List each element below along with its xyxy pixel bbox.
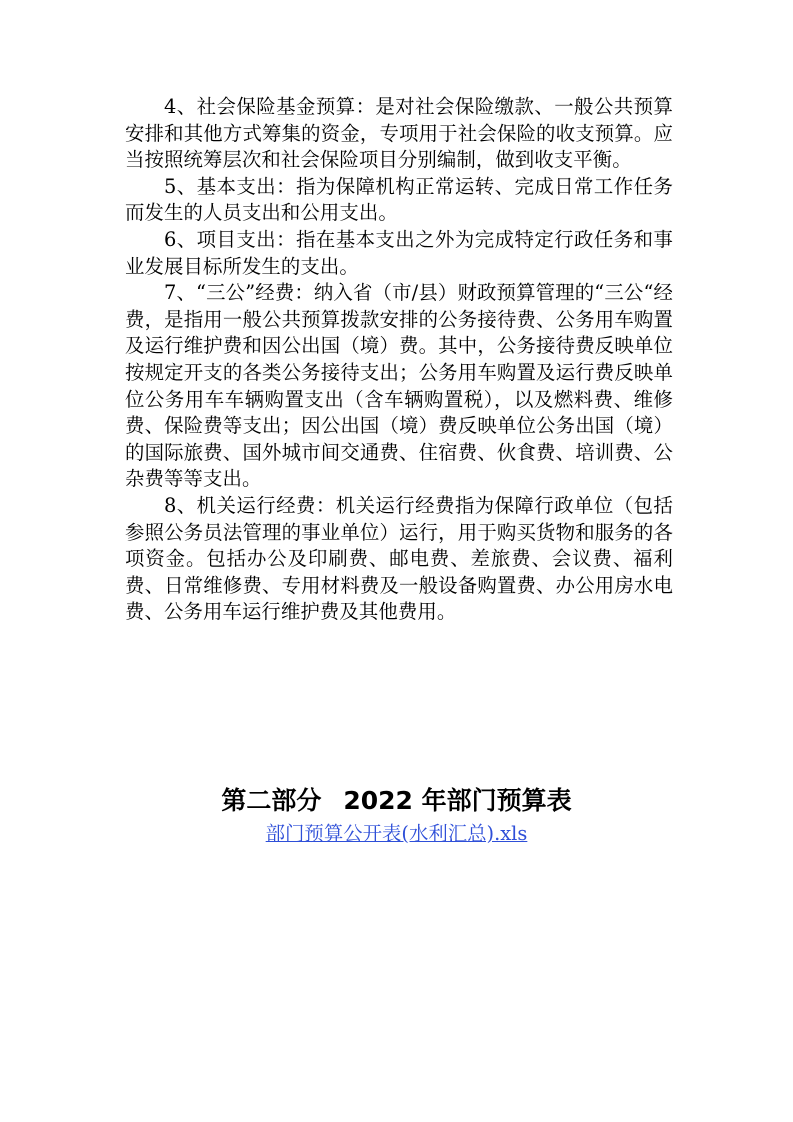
section-part-label: 第二部分 [221,786,322,815]
section-heading [0,784,793,818]
paragraph-social-insurance-fund: 4、社会保险基金预算：是对社会保险缴款、一般公共预算安排和其他方式筹集的资金，专项用于社会保险的收支预算。应当按照统筹层次和社会保险项目分别编制，做到收支平衡。 [125,95,673,172]
body-text [125,94,673,626]
section-title: 2022 年部门预算表 [343,786,572,815]
paragraph-basic-expenditure: 5、基本支出：指为保障机构正常运转、完成日常工作任务而发生的人员支出和公用支出。 [125,174,673,225]
attachment-line [0,820,793,848]
paragraph-project-expenditure: 6、项目支出：指在基本支出之外为完成特定行政任务和事业发展目标所发生的支出。 [125,227,673,278]
paragraph-operating-expenses: 8、机关运行经费：机关运行经费指为保障行政单位（包括参照公务员法管理的事业单位）运行，用于购买货物和服务的各项资金。包括办公及印刷费、邮电费、差旅费、会议费、福利费、日常维修费、专用材料费及一般设备购置费、办公用房水电费、公务用车运行维护费及其他费用。 [125,493,673,624]
attachment-link[interactable]: 部门预算公开表(水利汇总).xls [265,822,528,845]
paragraph-three-public-expenses: 7、“三公”经费：纳入省（市/县）财政预算管理的“三公“经费，是指用一般公共预算拨款安排的公务接待费、公务用车购置及运行维护费和因公出国（境）费。其中，公务接待费反映单位按规定开支的各类公务接待支出；公务用车购置及运行费反映单位公务用车车辆购置支出（含车辆购置税），以及燃料费、维修费、保险费等支出；因公出国（境）费反映单位公务出国（境）的国际旅费、国外城市间交通费、住宿费、伙食费、培训费、公杂费等等支出。 [125,281,673,491]
